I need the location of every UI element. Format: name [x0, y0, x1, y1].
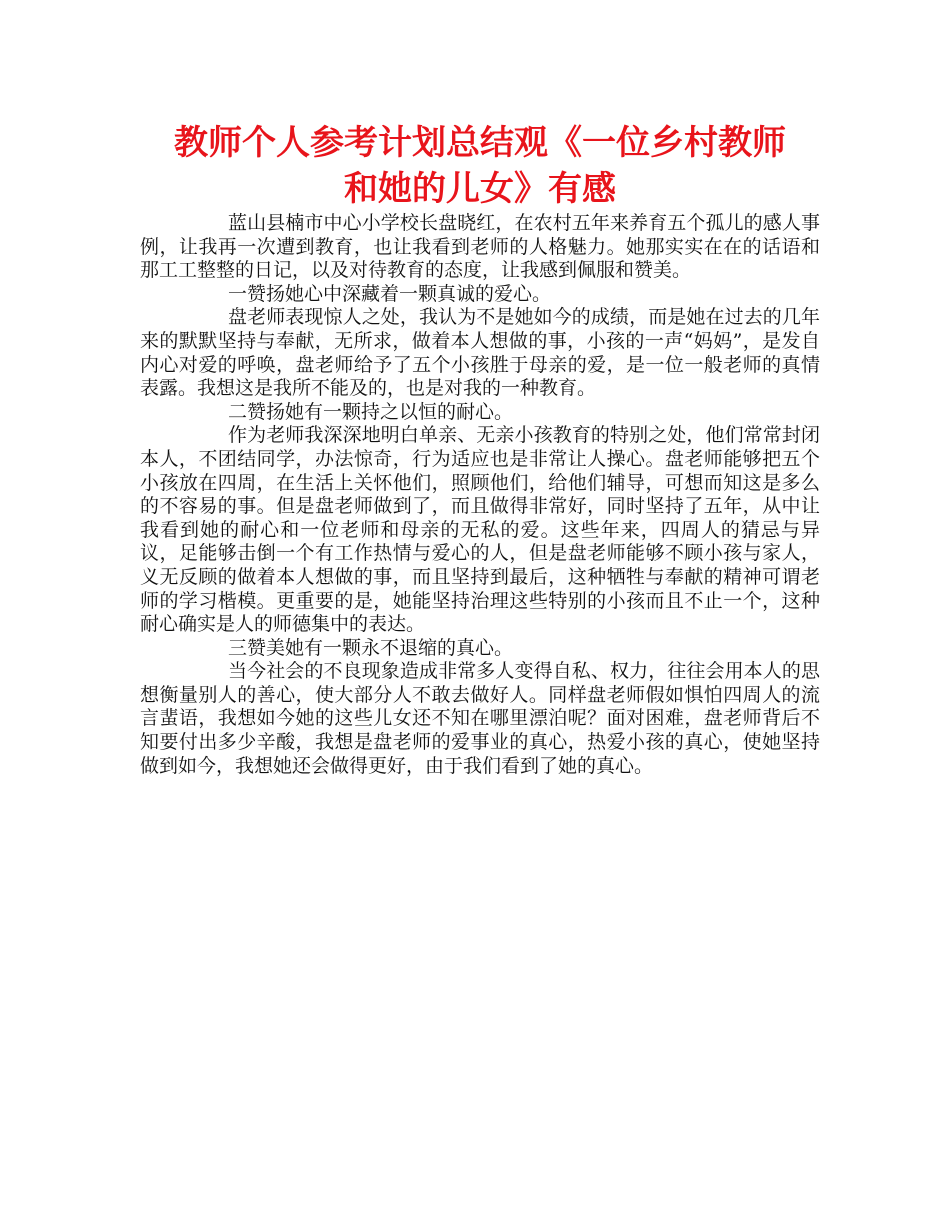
- section-heading-2: 二赞扬她有一颗持之以恒的耐心。: [228, 400, 514, 423]
- paragraph-intro: 蓝山县楠市中心小学校长盘晓红，在农村五年来养育五个孤儿的感人事例，让我再一次遭到教育，也让我看到老师的人格魅力。她那实实在在的话语和那工工整整的日记，以及对待教育的态度，让我感到佩服和赞美。: [140, 212, 820, 282]
- document-page: [140, 120, 820, 778]
- document-title: [140, 120, 820, 212]
- section-heading-1: 一赞扬她心中深藏着一颗真诚的爱心。: [228, 282, 552, 305]
- title-line-1: 教师个人参考计划总结观《一位乡村教师: [174, 123, 786, 163]
- paragraph-2: 作为老师我深深地明白单亲、无亲小孩教育的特别之处，他们常常封闭本人，不团结同学，办法惊奇，行为适应也是非常让人操心。盘老师能够把五个小孩放在四周，在生活上关怀他们，照顾他们，给他们辅导，可想而知这是多么的不容易的事。但是盘老师做到了，而且做得非常好，同时坚持了五年，从中让我看到她的耐心和一位老师和母亲的无私的爱。这些年来，四周人的猜忌与异议，足能够击倒一个有工作热情与爱心的人，但是盘老师能够不顾小孩与家人，义无反顾的做着本人想做的事，而且坚持到最后，这种牺牲与奉献的精神可谓老师的学习楷模。更重要的是，她能坚持治理这些特别的小孩而且不止一个，这种耐心确实是人的师德集中的表达。: [140, 424, 820, 636]
- paragraph-3: 当今社会的不良现象造成非常多人变得自私、权力，往往会用本人的思想衡量别人的善心，使大部分人不敢去做好人。同样盘老师假如惧怕四周人的流言蜚语，我想如今她的这些儿女还不知在哪里漂泊呢？面对困难，盘老师背后不知要付出多少辛酸，我想是盘老师的爱事业的真心，热爱小孩的真心，使她坚持做到如今，我想她还会做得更好，由于我们看到了她的真心。: [140, 660, 820, 777]
- document-body: [140, 212, 820, 778]
- title-line-2: 和她的儿女》有感: [344, 169, 616, 209]
- paragraph-1: 盘老师表现惊人之处，我认为不是她如今的成绩，而是她在过去的几年来的默默坚持与奉献，无所求，做着本人想做的事，小孩的一声“妈妈”，是发自内心对爱的呼唤，盘老师给予了五个小孩胜于母亲的爱，是一位一般老师的真情表露。我想这是我所不能及的，也是对我的一种教育。: [140, 306, 820, 400]
- section-heading-3: 三赞美她有一颗永不退缩的真心。: [228, 636, 514, 659]
